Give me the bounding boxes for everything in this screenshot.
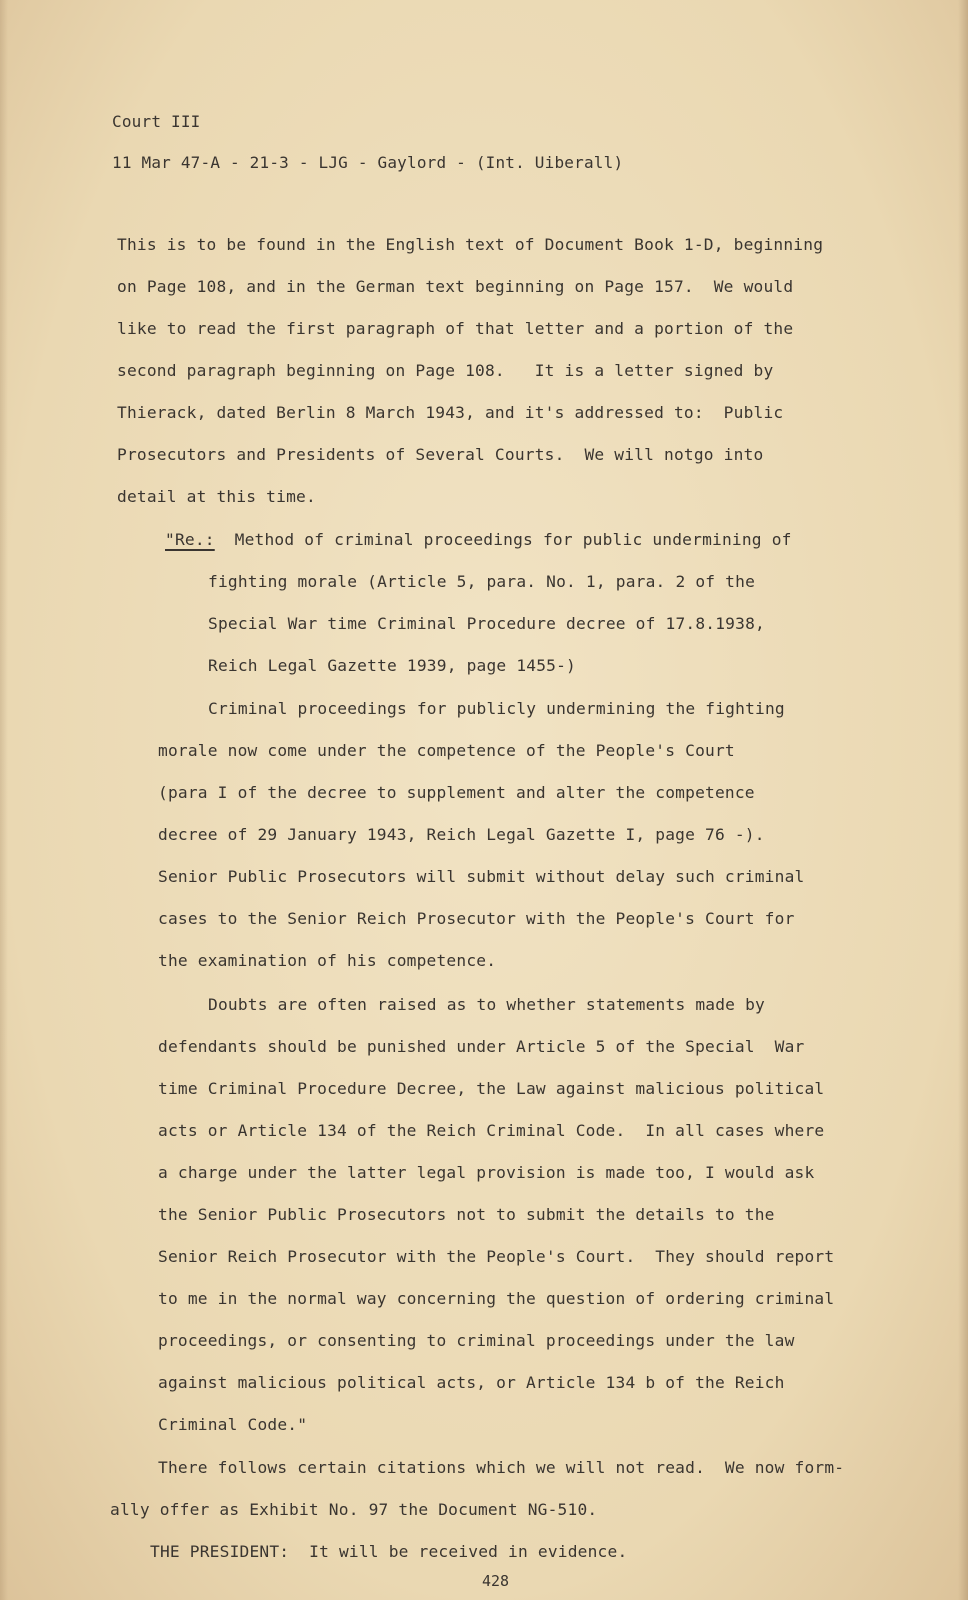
para1-line: (para I of the decree to supplement and alter the competence	[158, 783, 755, 802]
re-line	[165, 530, 792, 550]
session-line: 11 Mar 47-A - 21-3 - LJG - Gaylord - (Int. Uiberall)	[112, 153, 624, 172]
para1-line: decree of 29 January 1943, Reich Legal Gazette I, page 76 -).	[158, 825, 765, 844]
closing-line: ally offer as Exhibit No. 97 the Document NG-510.	[110, 1500, 598, 1519]
intro-line: like to read the first paragraph of that letter and a portion of the	[117, 319, 794, 338]
para1-line: Senior Public Prosecutors will submit without delay such criminal	[158, 867, 805, 886]
re-subject: Method of criminal proceedings for public undermining of	[214, 530, 792, 549]
re-line: fighting morale (Article 5, para. No. 1, para. 2 of the	[208, 572, 756, 591]
paper-edge-left	[0, 0, 8, 1600]
re-label: "Re.:	[165, 530, 215, 549]
para2-line: to me in the normal way concerning the question of ordering criminal	[158, 1289, 835, 1308]
president-statement: THE PRESIDENT: It will be received in evidence.	[150, 1542, 628, 1561]
page-number: 428	[482, 1572, 510, 1590]
intro-line: on Page 108, and in the German text beginning on Page 157. We would	[117, 277, 794, 296]
para2-line: defendants should be punished under Article 5 of the Special War	[158, 1037, 805, 1056]
court-heading: Court III	[112, 112, 201, 131]
para2-line: a charge under the latter legal provision is made too, I would ask	[158, 1163, 815, 1182]
para2-line: Criminal Code."	[158, 1415, 308, 1434]
para2-line: time Criminal Procedure Decree, the Law against malicious political	[158, 1079, 825, 1098]
intro-line: Thierack, dated Berlin 8 March 1943, and it's addressed to: Public	[117, 403, 784, 422]
para1-line: cases to the Senior Reich Prosecutor with the People's Court for	[158, 909, 795, 928]
para2-line: against malicious political acts, or Article 134 b of the Reich	[158, 1373, 785, 1392]
re-line: Special War time Criminal Procedure decree of 17.8.1938,	[208, 614, 765, 633]
intro-line: This is to be found in the English text of Document Book 1-D, beginning	[117, 235, 824, 254]
para2-line: proceedings, or consenting to criminal proceedings under the law	[158, 1331, 795, 1350]
intro-line: Prosecutors and Presidents of Several Courts. We will notgo into	[117, 445, 764, 464]
para1-line: the examination of his competence.	[158, 951, 497, 970]
re-line: Reich Legal Gazette 1939, page 1455-)	[208, 656, 576, 675]
para1-line: morale now come under the competence of the People's Court	[158, 741, 735, 760]
intro-line: detail at this time.	[117, 487, 316, 506]
para1-line: Criminal proceedings for publicly undermining the fighting	[208, 699, 785, 718]
para2-line: the Senior Public Prosecutors not to submit the details to the	[158, 1205, 775, 1224]
intro-line: second paragraph beginning on Page 108. It is a letter signed by	[117, 361, 774, 380]
para2-line: Doubts are often raised as to whether statements made by	[208, 995, 765, 1014]
para2-line: Senior Reich Prosecutor with the People's Court. They should report	[158, 1247, 835, 1266]
paper-edge-right	[958, 0, 968, 1600]
para2-line: acts or Article 134 of the Reich Criminal Code. In all cases where	[158, 1121, 825, 1140]
closing-line: There follows certain citations which we will not read. We now form-	[158, 1458, 845, 1477]
